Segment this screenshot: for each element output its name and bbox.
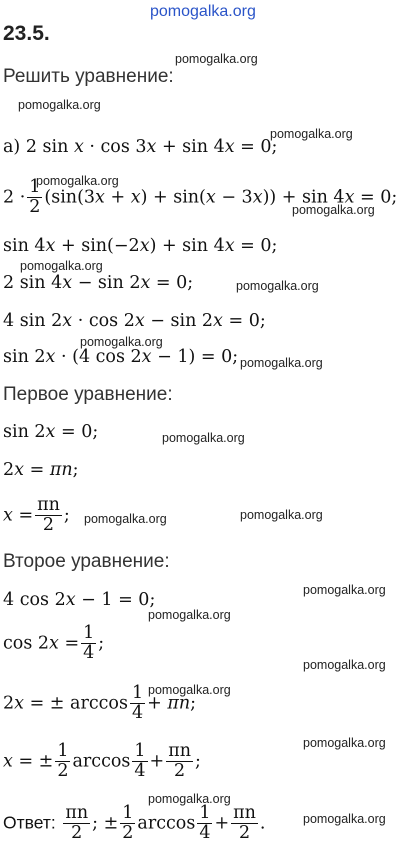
equation-line: 4 sin 2x · cos 2x − sin 2x = 0; <box>3 311 266 331</box>
fraction: $\frac{\pi n}{2}$ <box>168 741 191 782</box>
fraction: $\frac{1}{4}$ <box>131 683 144 724</box>
fraction: $\frac{1}{4}$ <box>134 741 146 782</box>
fraction: $\frac{1}{4}$ <box>83 623 95 664</box>
watermark: pomogalka.org <box>270 127 353 141</box>
watermark: pomogalka.org <box>150 3 256 20</box>
equation-line: 2 sin 4x − sin 2x = 0; <box>3 273 194 293</box>
part-label: а) <box>3 137 21 157</box>
fraction: $\frac{1}{2}$ <box>29 177 41 218</box>
watermark: pomogalka.org <box>303 583 386 597</box>
watermark: pomogalka.org <box>20 259 103 273</box>
watermark: pomogalka.org <box>36 174 119 188</box>
equation-line: 2x = πn; <box>3 460 79 480</box>
watermark: pomogalka.org <box>303 812 386 826</box>
equation-line: а) 2 sin x · cos 3x + sin 4x = 0; <box>3 137 278 157</box>
answer-line: Ответ: $\frac{\pi n}{2}$ ; ± $\frac{1}{2}$ arccos $\frac{1}{4}$ + $\frac{\pi n}{2}$ . <box>3 803 266 844</box>
watermark: pomogalka.org <box>162 431 245 445</box>
watermark: pomogalka.org <box>175 52 258 66</box>
watermark: pomogalka.org <box>84 512 167 526</box>
watermark: pomogalka.org <box>80 335 163 349</box>
second-equation-header: Второе уравнение: <box>3 551 170 572</box>
equation-line: x = $\frac{\pi n}{2}$ ; <box>3 495 70 536</box>
watermark: pomogalka.org <box>303 736 386 750</box>
watermark: pomogalka.org <box>148 683 231 697</box>
watermark: pomogalka.org <box>240 508 323 522</box>
watermark: pomogalka.org <box>18 98 101 112</box>
watermark: pomogalka.org <box>303 658 386 672</box>
equation-line: 2x = ± arccos $\frac{1}{4}$ + πn; <box>3 683 197 724</box>
equation-line: sin 2x = 0; <box>3 422 99 442</box>
watermark: pomogalka.org <box>292 203 375 217</box>
equation-line: 4 cos 2x − 1 = 0; <box>3 590 156 610</box>
equation-line: sin 4x + sin(−2x) + sin 4x = 0; <box>3 236 278 256</box>
task-number: 23.5. <box>3 22 50 45</box>
fraction: $\frac{1}{2}$ <box>122 803 134 844</box>
fraction: $\frac{\pi n}{2}$ <box>233 803 256 844</box>
equation-line: x = ± $\frac{1}{2}$ arccos $\frac{1}{4}$ + $\frac{\pi n}{2}$ ; <box>3 741 201 782</box>
fraction: $\frac{1}{2}$ <box>57 741 69 782</box>
prompt: Решить уравнение: <box>3 66 174 87</box>
watermark: pomogalka.org <box>240 356 323 370</box>
equation-line: cos 2x = $\frac{1}{4}$ ; <box>3 623 105 664</box>
equation-line: sin 2x · (4 cos 2x − 1) = 0; <box>3 347 239 367</box>
fraction: $\frac{\pi n}{2}$ <box>65 803 89 844</box>
answer-label: Ответ: <box>3 812 56 833</box>
watermark: pomogalka.org <box>148 792 231 806</box>
watermark: pomogalka.org <box>236 279 319 293</box>
fraction: $\frac{1}{4}$ <box>199 803 211 844</box>
first-equation-header: Первое уравнение: <box>3 384 173 405</box>
fraction: $\frac{\pi n}{2}$ <box>37 495 60 536</box>
watermark: pomogalka.org <box>148 608 231 622</box>
equation-line: 2 · $\frac{1}{2}$ (sin(3x + x) + sin(x − 3x)) + sin 4x = 0; <box>3 177 398 218</box>
